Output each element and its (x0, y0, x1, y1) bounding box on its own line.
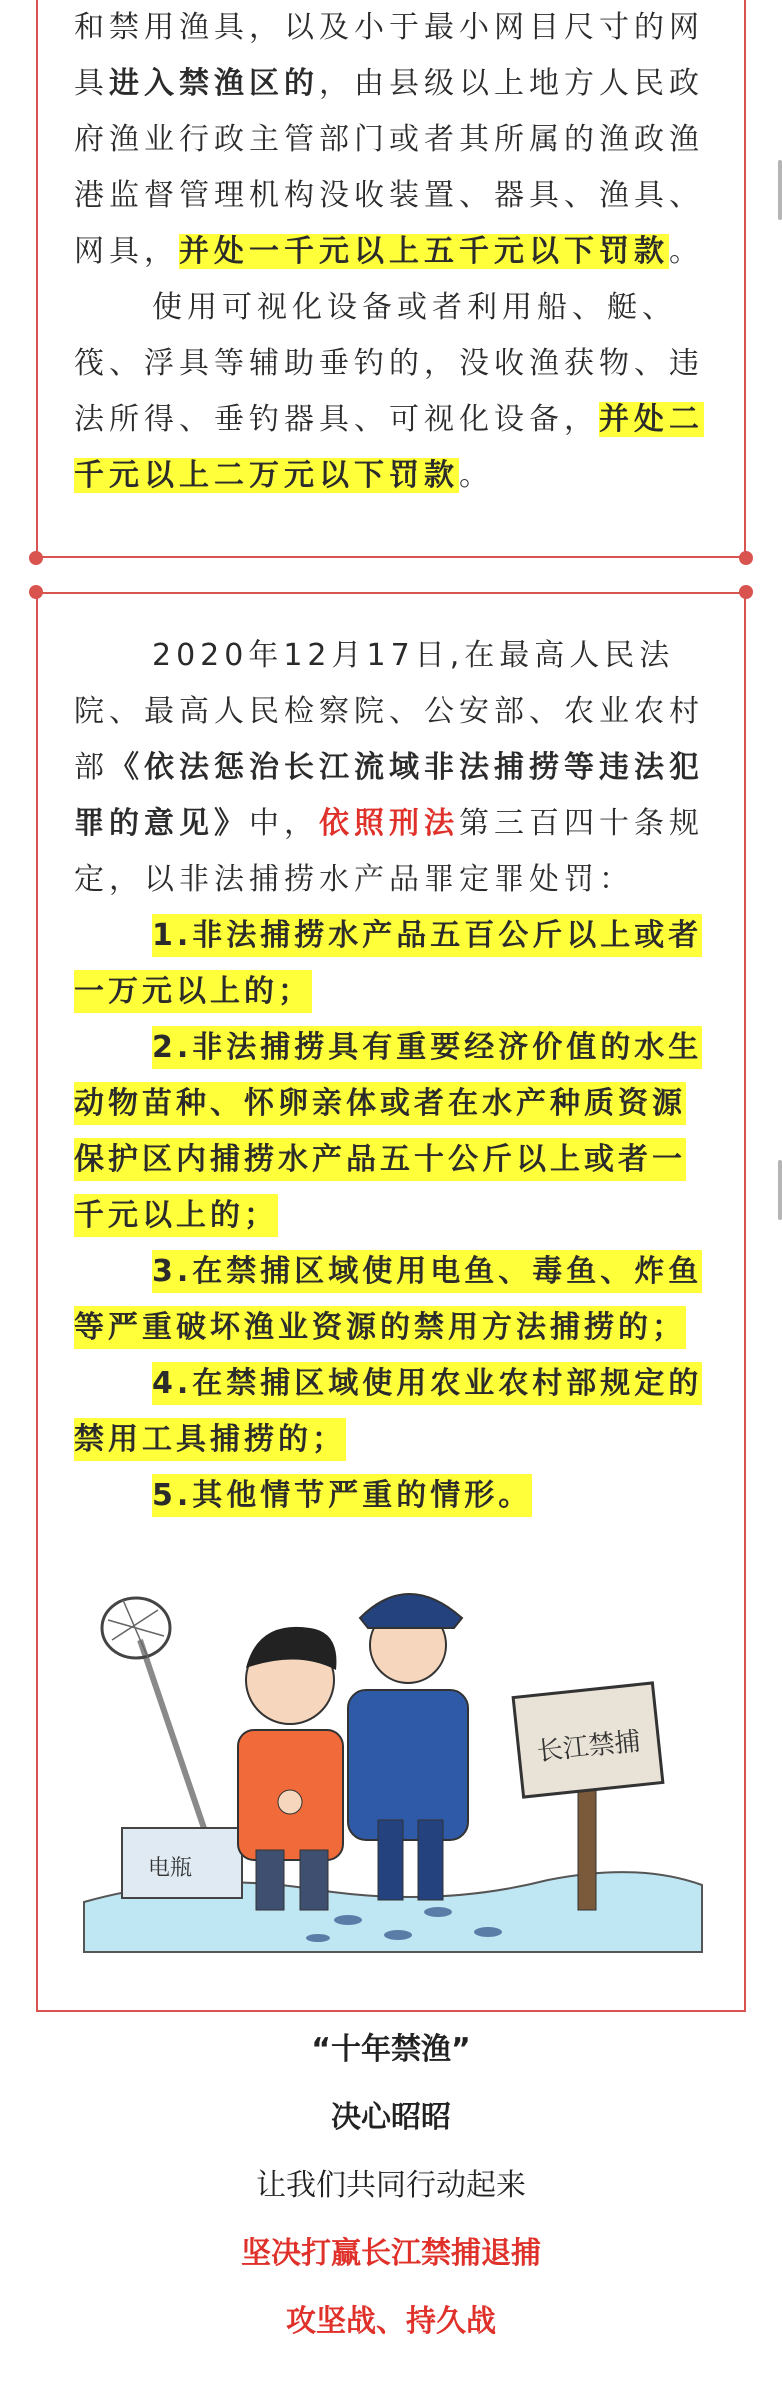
battery-box-label: 电瓶 (148, 1856, 193, 1881)
section-2-content (74, 628, 710, 1524)
section-1-content (74, 0, 710, 504)
closing-slogan (0, 2030, 782, 2342)
sign-label: 长江禁捕 (535, 1726, 643, 1768)
penalty-paragraph-2: 使用可视化设备或者利用船、艇、筏、浮具等辅助垂钓的，没收渔获物、违法所得、垂钓器具、可视化设备，并处二千元以上二万元以下罚款。 (74, 290, 704, 493)
legal-item-4: 4.在禁捕区域使用农业农村部规定的禁用工具捕捞的； (74, 1356, 710, 1468)
penalty-paragraph-1: 和禁用渔具，以及小于最小网目尺寸的网具进入禁渔区的，由县级以上地方人民政府渔业行政主管部门或者其所属的渔政渔港监督管理机构没收装置、器具、渔具、网具，并处一千元以上五千元以下罚款。 (74, 10, 704, 269)
illustration-police-and-fisherman (78, 1540, 708, 1960)
frame-corner-dot (29, 551, 43, 565)
legal-intro-paragraph: 2020年12月17日,在最高人民法院、最高人民检察院、公安部、农业农村部《依法惩治长江流域非法捕捞等违法犯罪的意见》中，依照刑法第三百四十条规定，以非法捕捞水产品罪定罪处罚： (74, 638, 704, 897)
legal-item-1: 1.非法捕捞水产品五百公斤以上或者一万元以上的； (74, 908, 710, 1020)
frame-corner-dot (739, 585, 753, 599)
closing-line-1: “十年禁渔” (311, 2032, 471, 2067)
scrollbar-mid[interactable] (778, 1160, 782, 1220)
legal-item-5: 5.其他情节严重的情形。 (74, 1468, 710, 1524)
scrollbar-top[interactable] (778, 160, 782, 220)
legal-item-3: 3.在禁捕区域使用电鱼、毒鱼、炸鱼等严重破坏渔业资源的禁用方法捕捞的； (74, 1244, 710, 1356)
fisherman (238, 1627, 343, 1910)
police-officer (348, 1594, 468, 1900)
frame-corner-dot (29, 585, 43, 599)
closing-line-2: 决心昭昭 (331, 2100, 451, 2135)
fishing-net-handle (140, 1640, 208, 1840)
closing-line-4: 坚决打赢长江禁捕退捕 (241, 2236, 541, 2271)
frame-corner-dot (739, 551, 753, 565)
legal-item-2: 2.非法捕捞具有重要经济价值的水生动物苗种、怀卵亲体或者在水产种质资源保护区内捕捞水产品五十公斤以上或者一千元以上的； (74, 1020, 710, 1244)
closing-line-3: 让我们共同行动起来 (256, 2168, 526, 2203)
closing-line-5: 攻坚战、持久战 (286, 2304, 496, 2339)
